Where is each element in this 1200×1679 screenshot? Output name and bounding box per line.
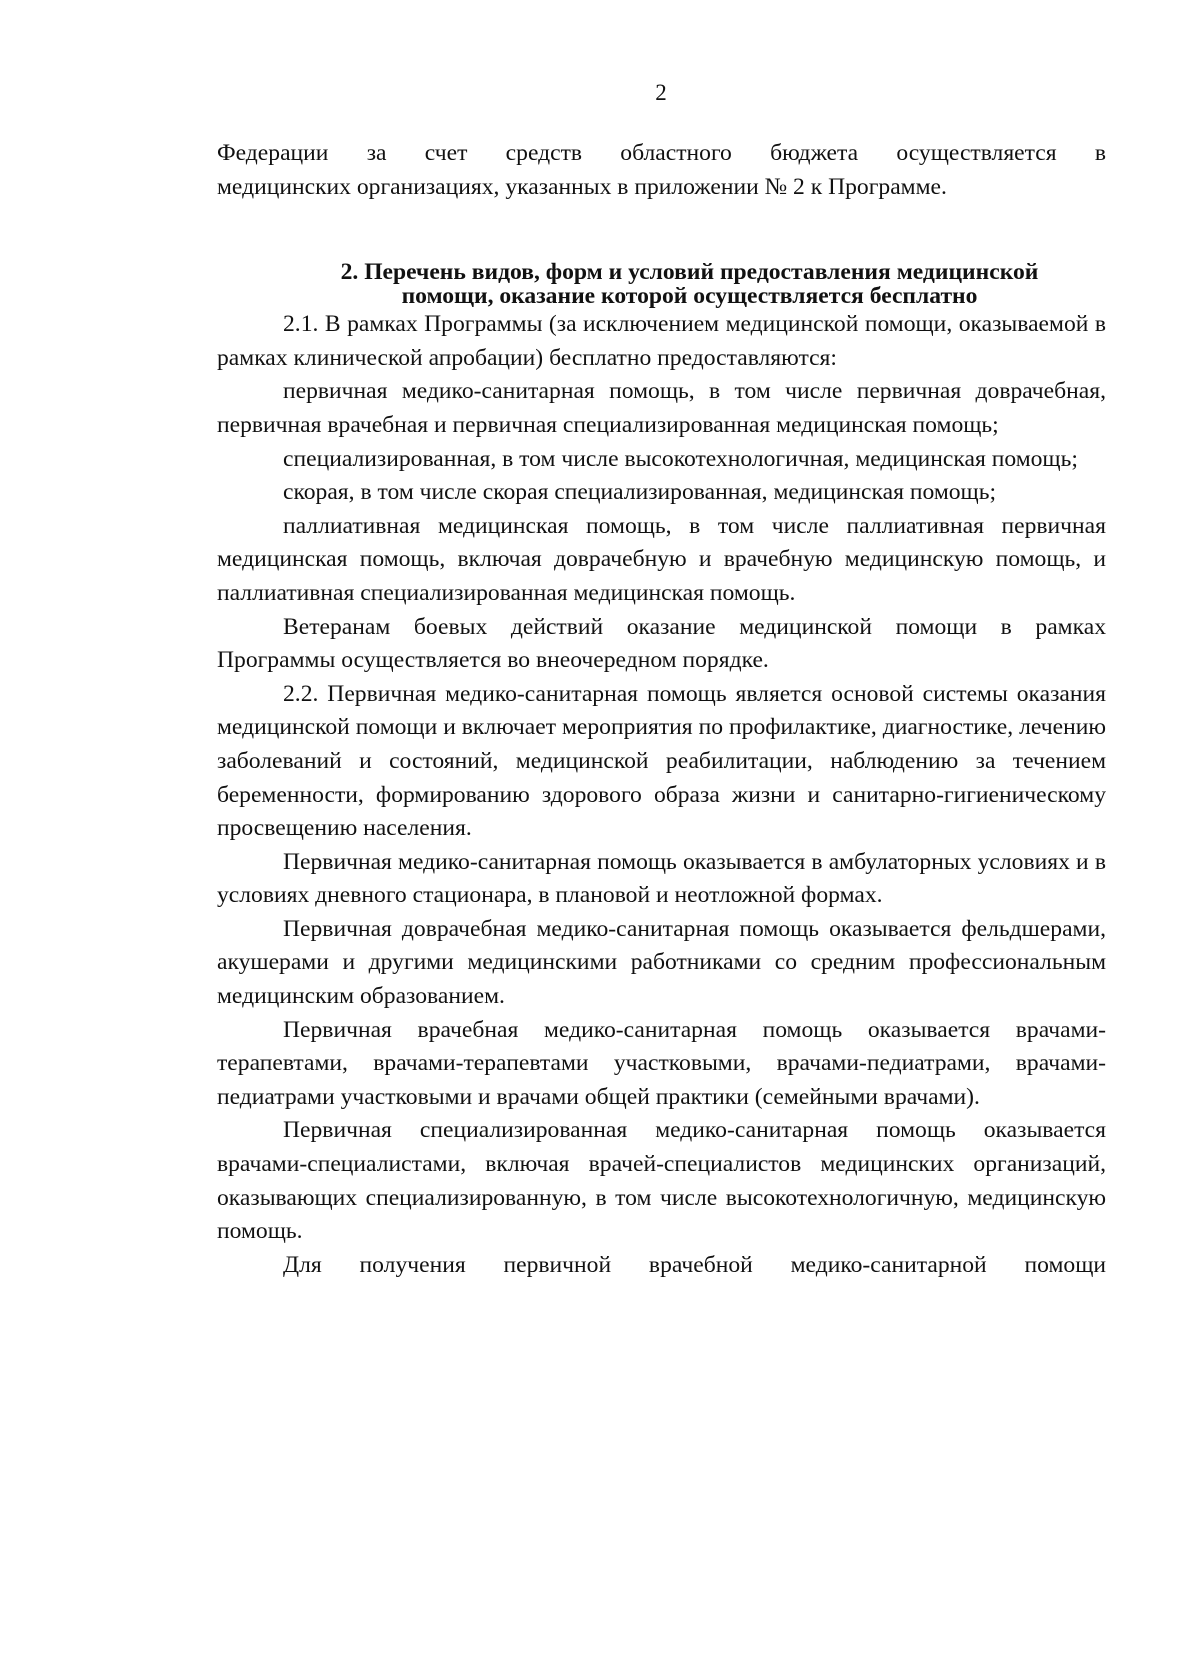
paragraph-palliative-care-list: паллиативная медицинская помощь, в том числе паллиативная первичная медицинская помощь, включая доврачебную и врачебную медицинскую помощь, и паллиативная специализированная медицинская помощь. (217, 512, 1106, 606)
intro-line-2: медицинских организациях, указанных в приложении № 2 к Программе. (217, 173, 947, 200)
paragraph-2-2: 2.2. Первичная медико-санитарная помощь является основой системы оказания медицинской помощи и включает мероприятия по профилактике, диагностике, лечению заболеваний и состояний, медицинской реабилитации, наблюдению за течением беременности, формированию здорового образа жизни и санитарно-гигиеническому просвещению населения. (217, 680, 1106, 842)
intro-line-1: Федерации за счет средств областного бюджета осуществляется в (217, 140, 1106, 166)
page-number: 2 (655, 80, 667, 105)
paragraph-2-1: 2.1. В рамках Программы (за исключением медицинской помощи, оказываемой в рамках клинической апробации) бесплатно предоставляются: (217, 311, 1106, 371)
paragraph-veterans: Ветеранам боевых действий оказание медицинской помощи в рамках Программы осуществляется во внеочередном порядке. (217, 613, 1106, 674)
paragraph-doctor-care: Первичная врачебная медико-санитарная помощь оказывается врачами-терапевтами, врачами-терапевтами участковыми, врачами-педиатрами, врачами-педиатрами участковыми и врачами общей практики (семейными врачами). (217, 1016, 1106, 1110)
document-body (217, 137, 1106, 1282)
paragraph-primary-care-list: первичная медико-санитарная помощь, в том числе первичная доврачебная, первичная врачебная и первичная специализированная медицинская помощь; (217, 378, 1106, 438)
section-spacer (217, 204, 1106, 260)
section-heading-line-1: 2. Перечень видов, форм и условий предоставления медицинской (340, 259, 1039, 286)
paragraph-primary-care-conditions: Первичная медико-санитарная помощь оказывается в амбулаторных условиях и в условиях дневного стационара, в плановой и неотложной формах. (217, 848, 1106, 909)
paragraph-emergency-care-list: скорая, в том числе скорая специализированная, медицинская помощь; (283, 479, 997, 506)
section-heading-line-2: помощи, оказание которой осуществляется бесплатно (401, 283, 978, 310)
paragraph-specialized-care-list: специализированная, в том числе высокотехнологичная, медицинская помощь; (283, 445, 1078, 472)
paragraph-specialist-care: Первичная специализированная медико-санитарная помощь оказывается врачами-специалистами, включая врачей-специалистов медицинских организаций, оказывающих специализированную, в том числе высокотехнологичную, медицинскую помощь. (217, 1117, 1106, 1245)
paragraph-continuation: Для получения первичной врачебной медико-санитарной помощи (283, 1251, 1106, 1278)
paragraph-pre-doctor-care: Первичная доврачебная медико-санитарная помощь оказывается фельдшерами, акушерами и другими медицинскими работниками со средним профессиональным медицинским образованием. (217, 915, 1106, 1010)
